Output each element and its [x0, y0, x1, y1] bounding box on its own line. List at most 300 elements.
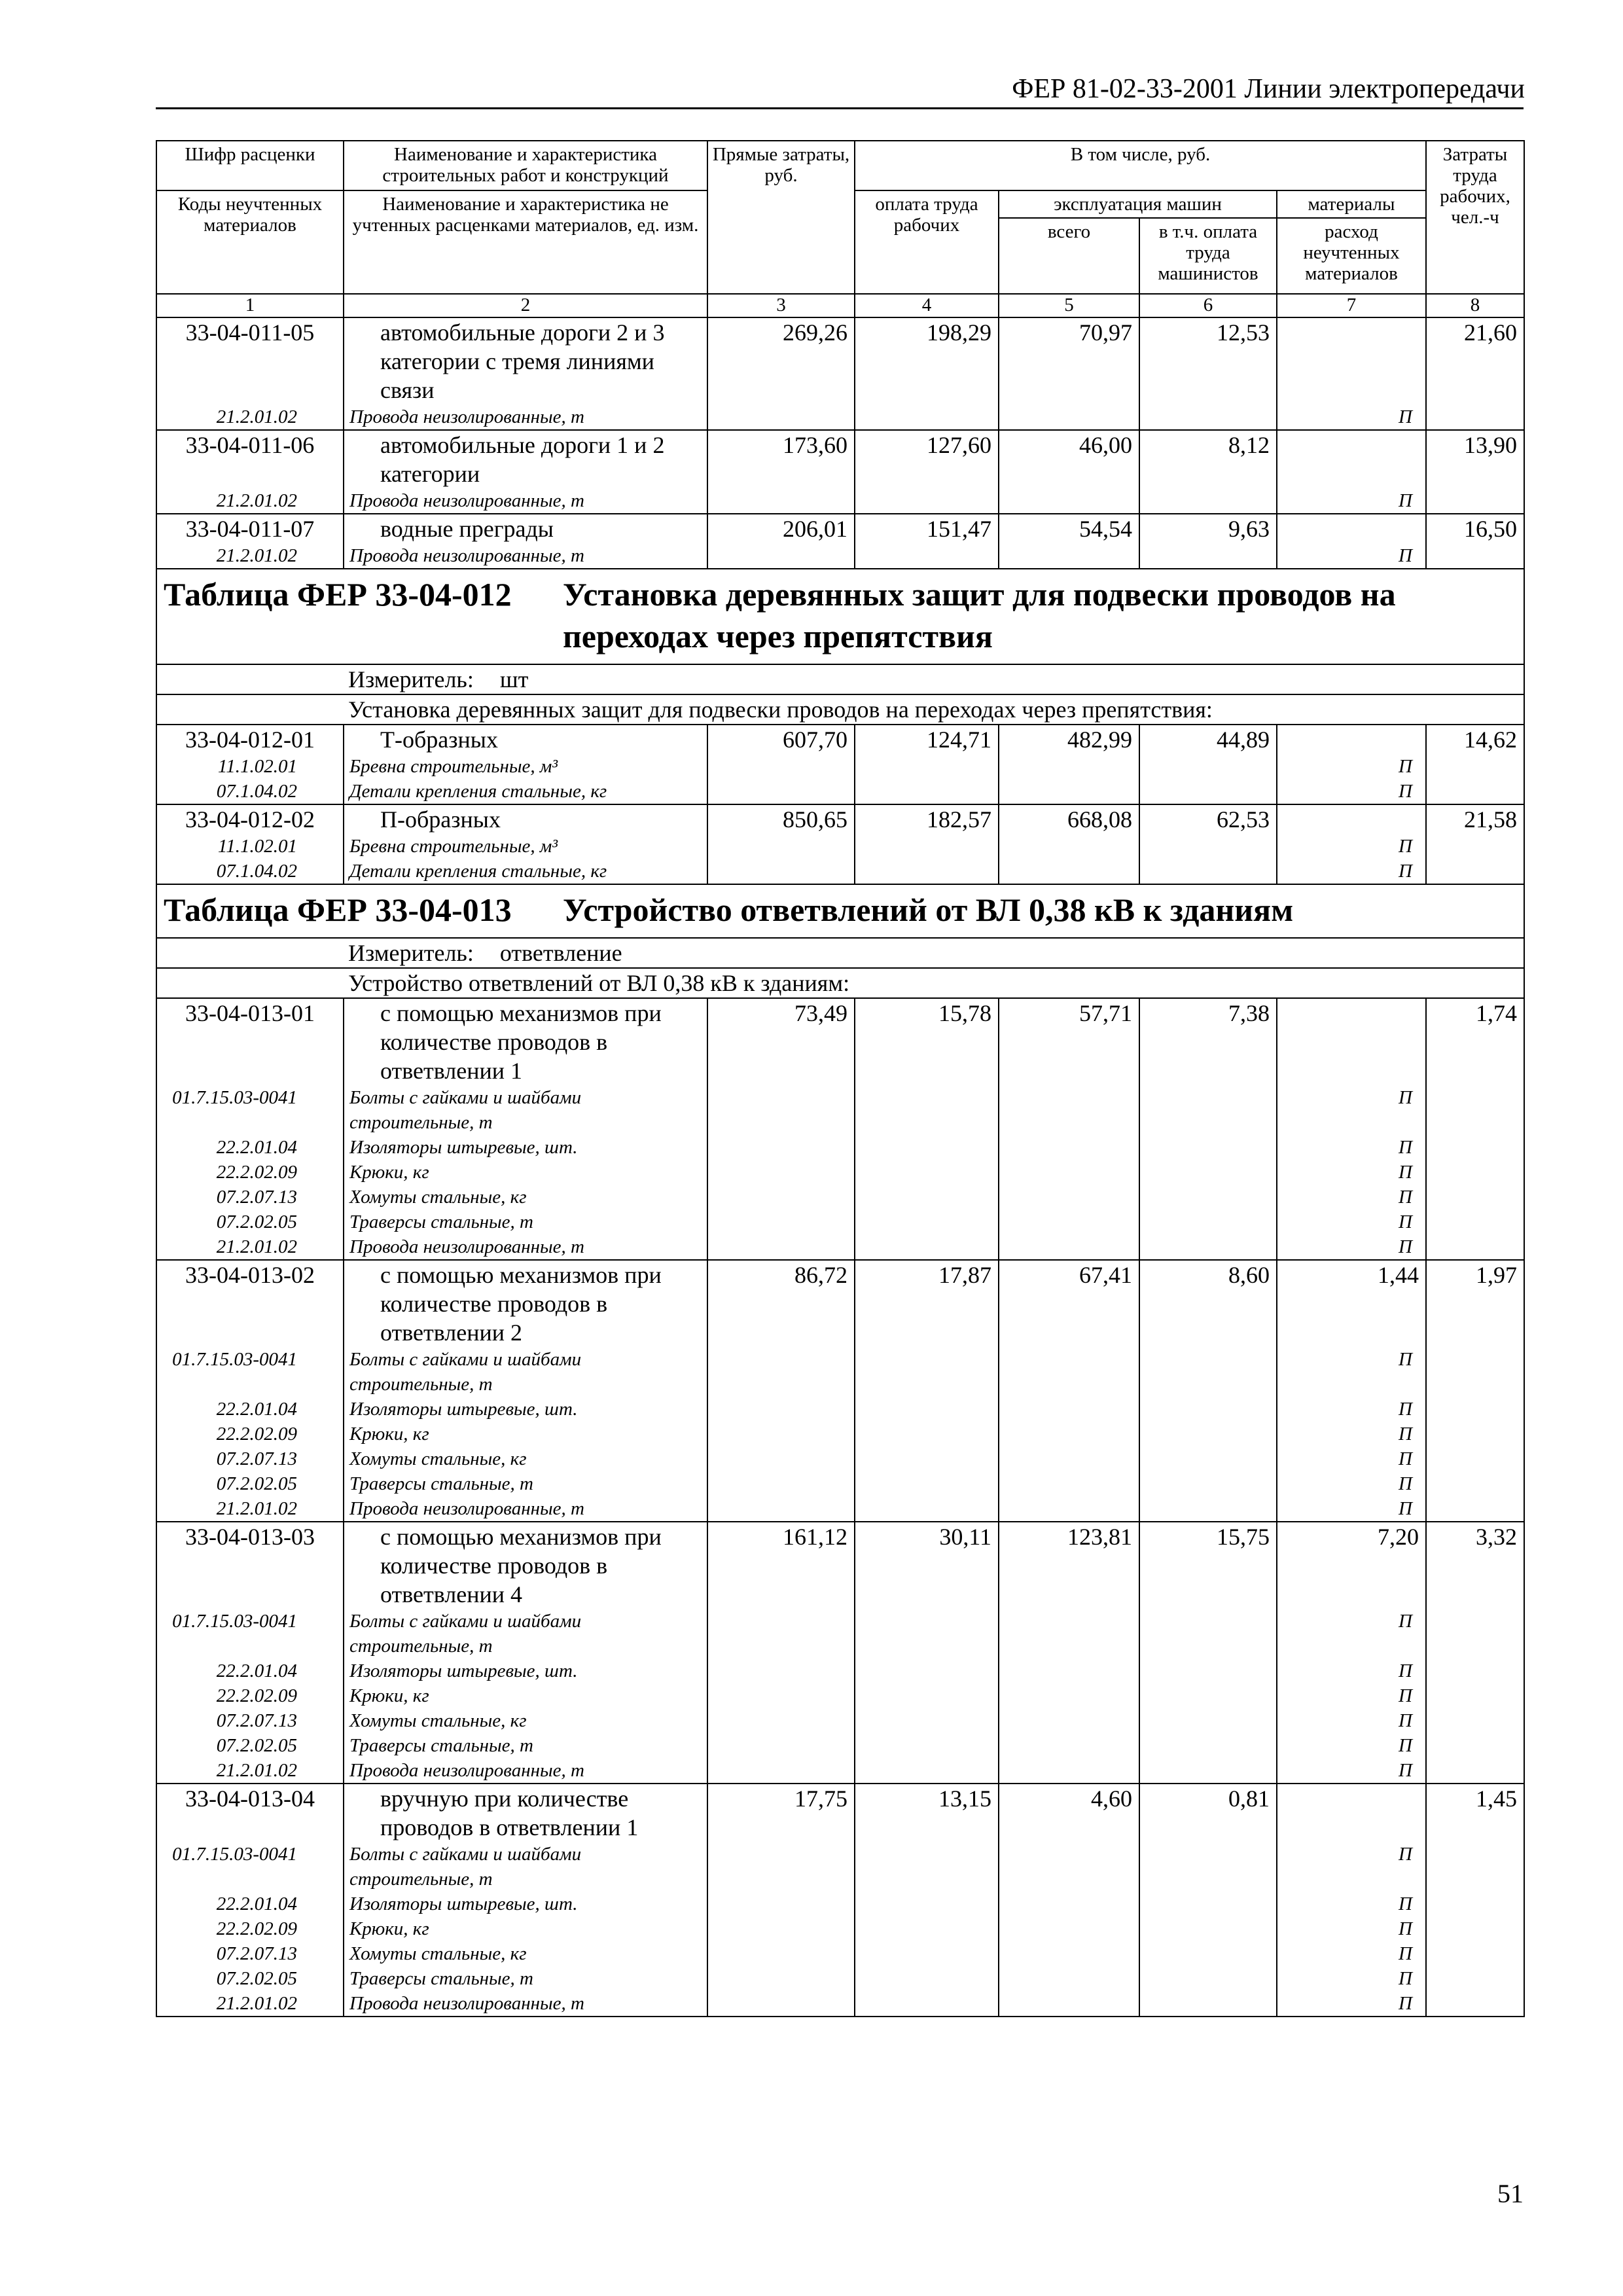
empty-cell — [999, 1347, 1139, 1372]
material-flag: П — [1277, 1446, 1426, 1471]
empty-cell — [1139, 1941, 1277, 1966]
material-code: 11.1.02.01 — [156, 834, 344, 859]
material-name: Траверсы стальные, т — [344, 1733, 707, 1758]
machines-cost: 57,71 — [999, 998, 1139, 1085]
material-name: Провода неизолированные, т — [344, 1758, 707, 1784]
empty-cell — [707, 1347, 855, 1372]
materials-cost — [1277, 725, 1426, 754]
empty-cell — [707, 488, 855, 514]
materials-cost — [1277, 1784, 1426, 1842]
material-row — [156, 1892, 1524, 1916]
direct-cost: 269,26 — [707, 317, 855, 404]
table-row — [156, 804, 1524, 834]
empty-cell — [1426, 1609, 1524, 1634]
section-title-cell — [156, 884, 1524, 938]
empty-cell — [999, 1916, 1139, 1941]
wages-cost: 198,29 — [855, 317, 999, 404]
material-name: Провода неизолированные, т — [344, 488, 707, 514]
wages-cost: 17,87 — [855, 1260, 999, 1347]
materials-cost — [1277, 430, 1426, 488]
material-name: Изоляторы штыревые, шт. — [344, 1892, 707, 1916]
material-name: Хомуты стальные, кг — [344, 1708, 707, 1733]
empty-cell — [855, 1892, 999, 1916]
column-number: 4 — [855, 294, 999, 317]
material-row — [156, 1733, 1524, 1758]
empty-cell — [999, 779, 1139, 804]
material-name: Болты с гайками и шайбами — [344, 1347, 707, 1372]
empty-cell — [855, 1347, 999, 1372]
empty-cell — [999, 859, 1139, 884]
empty-cell — [707, 1708, 855, 1733]
labor-cost: 16,50 — [1426, 514, 1524, 543]
material-flag — [1277, 1110, 1426, 1135]
empty-cell — [1139, 1966, 1277, 1991]
material-name: Детали крепления стальные, кг — [344, 779, 707, 804]
material-code: 07.2.02.05 — [156, 1471, 344, 1496]
section-label: Таблица ФЕР 33-04-013 — [164, 891, 512, 928]
material-flag: П — [1277, 404, 1426, 430]
material-row — [156, 1397, 1524, 1422]
head-machines-wages: в т.ч. оплата труда машинистов — [1139, 218, 1277, 294]
material-flag: П — [1277, 1085, 1426, 1110]
material-row — [156, 1842, 1524, 1867]
rate-code: 33-04-013-02 — [156, 1260, 344, 1347]
machinists-wages: 12,53 — [1139, 317, 1277, 404]
material-name: Хомуты стальные, кг — [344, 1446, 707, 1471]
section-title-row — [156, 884, 1524, 938]
machines-cost: 482,99 — [999, 725, 1139, 754]
material-code: 22.2.01.04 — [156, 1397, 344, 1422]
material-code: 07.2.02.05 — [156, 1966, 344, 1991]
empty-cell — [1426, 1966, 1524, 1991]
empty-cell — [1426, 1110, 1524, 1135]
material-row — [156, 1941, 1524, 1966]
wages-cost: 124,71 — [855, 725, 999, 754]
empty-cell — [855, 1941, 999, 1966]
empty-cell — [707, 404, 855, 430]
materials-cost: 1,44 — [1277, 1260, 1426, 1347]
direct-cost: 161,12 — [707, 1522, 855, 1609]
material-row — [156, 779, 1524, 804]
empty-cell — [1139, 1634, 1277, 1659]
machinists-wages: 8,12 — [1139, 430, 1277, 488]
meter-row — [156, 938, 1524, 968]
head-machines: эксплуатация машин — [999, 190, 1277, 218]
material-row — [156, 1185, 1524, 1210]
column-number: 7 — [1277, 294, 1426, 317]
rate-code: 33-04-012-01 — [156, 725, 344, 754]
empty-cell — [707, 1659, 855, 1683]
material-row — [156, 1160, 1524, 1185]
table-header — [156, 141, 1524, 317]
empty-cell — [707, 1916, 855, 1941]
section-title: Установка деревянных защит для подвески проводов на переходах через препятствия — [563, 576, 1396, 655]
table-row — [156, 1784, 1524, 1842]
empty-cell — [707, 1892, 855, 1916]
material-name: Провода неизолированные, т — [344, 1234, 707, 1260]
empty-cell — [999, 1160, 1139, 1185]
empty-cell — [855, 1683, 999, 1708]
empty-cell — [1139, 1085, 1277, 1110]
machinists-wages: 7,38 — [1139, 998, 1277, 1085]
material-row — [156, 1609, 1524, 1634]
head-materials-sub: расход неучтенных материалов — [1277, 218, 1426, 294]
empty-cell — [1426, 1634, 1524, 1659]
material-row — [156, 1867, 1524, 1892]
machinists-wages: 8,60 — [1139, 1260, 1277, 1347]
material-flag: П — [1277, 1733, 1426, 1758]
material-code: 21.2.01.02 — [156, 404, 344, 430]
material-name: Крюки, кг — [344, 1683, 707, 1708]
material-flag: П — [1277, 1347, 1426, 1372]
material-code: 21.2.01.02 — [156, 1234, 344, 1260]
empty-cell — [1426, 834, 1524, 859]
work-name: П-образных — [344, 804, 707, 834]
empty-cell — [999, 1758, 1139, 1784]
column-number: 8 — [1426, 294, 1524, 317]
material-code — [156, 1867, 344, 1892]
material-flag: П — [1277, 1892, 1426, 1916]
material-code: 22.2.02.09 — [156, 1916, 344, 1941]
column-number: 3 — [707, 294, 855, 317]
empty-cell — [999, 1966, 1139, 1991]
machines-cost: 70,97 — [999, 317, 1139, 404]
material-flag: П — [1277, 1609, 1426, 1634]
empty-cell — [707, 1842, 855, 1867]
table-row — [156, 1522, 1524, 1609]
empty-cell — [999, 754, 1139, 779]
material-row — [156, 1234, 1524, 1260]
material-flag — [1277, 1634, 1426, 1659]
section-subtitle-row — [156, 968, 1524, 998]
material-row — [156, 404, 1524, 430]
empty-cell — [999, 1372, 1139, 1397]
material-name: строительные, т — [344, 1634, 707, 1659]
material-code: 21.2.01.02 — [156, 543, 344, 569]
empty-cell — [855, 1842, 999, 1867]
empty-cell — [855, 543, 999, 569]
machinists-wages: 9,63 — [1139, 514, 1277, 543]
empty-cell — [855, 1496, 999, 1522]
empty-cell — [855, 1135, 999, 1160]
empty-cell — [855, 859, 999, 884]
material-flag: П — [1277, 1758, 1426, 1784]
empty-cell — [999, 543, 1139, 569]
material-flag: П — [1277, 1916, 1426, 1941]
column-number: 6 — [1139, 294, 1277, 317]
meter-label: Измеритель: — [348, 666, 474, 692]
empty-cell — [1426, 1842, 1524, 1867]
wages-cost: 30,11 — [855, 1522, 999, 1609]
empty-cell — [1426, 1892, 1524, 1916]
empty-cell — [1426, 1991, 1524, 2017]
machinists-wages: 15,75 — [1139, 1522, 1277, 1609]
head-wages: оплата труда рабочих — [855, 190, 999, 294]
material-row — [156, 1659, 1524, 1683]
empty-cell — [707, 1185, 855, 1210]
empty-cell — [1426, 1210, 1524, 1234]
empty-cell — [1139, 779, 1277, 804]
page-number: 51 — [1497, 2179, 1524, 2208]
head-code-top: Шифр расценки — [156, 141, 344, 190]
empty-cell — [1139, 1609, 1277, 1634]
material-name: строительные, т — [344, 1867, 707, 1892]
empty-cell — [855, 1372, 999, 1397]
empty-cell — [999, 1446, 1139, 1471]
empty-cell — [707, 1085, 855, 1110]
empty-cell — [999, 404, 1139, 430]
labor-cost: 1,97 — [1426, 1260, 1524, 1347]
labor-cost: 13,90 — [1426, 430, 1524, 488]
empty-cell — [707, 1683, 855, 1708]
empty-cell — [855, 1422, 999, 1446]
empty-cell — [855, 488, 999, 514]
material-code: 07.2.02.05 — [156, 1210, 344, 1234]
material-flag: П — [1277, 834, 1426, 859]
empty-cell — [999, 1085, 1139, 1110]
empty-cell — [1139, 1758, 1277, 1784]
document-header-title: ФЕР 81-02-33-2001 Линии электропередачи — [1012, 74, 1525, 104]
empty-cell — [855, 779, 999, 804]
table-row — [156, 725, 1524, 754]
empty-cell — [1139, 1372, 1277, 1397]
empty-cell — [855, 1966, 999, 1991]
material-flag: П — [1277, 1210, 1426, 1234]
labor-cost: 1,45 — [1426, 1784, 1524, 1842]
machinists-wages: 0,81 — [1139, 1784, 1277, 1842]
table-row — [156, 317, 1524, 404]
work-name: водные преграды — [344, 514, 707, 543]
empty-cell — [855, 1160, 999, 1185]
material-code: 11.1.02.01 — [156, 754, 344, 779]
material-flag: П — [1277, 1708, 1426, 1733]
material-flag: П — [1277, 1160, 1426, 1185]
empty-cell — [707, 1991, 855, 2017]
empty-cell — [999, 1941, 1139, 1966]
section-subtitle: Устройство ответвлений от ВЛ 0,38 кВ к зданиям: — [156, 968, 1524, 998]
material-name: строительные, т — [344, 1110, 707, 1135]
material-flag: П — [1277, 1422, 1426, 1446]
direct-cost: 607,70 — [707, 725, 855, 754]
material-code: 21.2.01.02 — [156, 1496, 344, 1522]
empty-cell — [1139, 1446, 1277, 1471]
meter-row — [156, 664, 1524, 694]
empty-cell — [1139, 1659, 1277, 1683]
material-code: 01.7.15.03-0041 — [156, 1842, 344, 1867]
empty-cell — [1426, 1085, 1524, 1110]
material-row — [156, 859, 1524, 884]
material-code — [156, 1634, 344, 1659]
empty-cell — [1426, 1471, 1524, 1496]
direct-cost: 17,75 — [707, 1784, 855, 1842]
head-machines-total: всего — [999, 218, 1139, 294]
empty-cell — [999, 1634, 1139, 1659]
work-name: Т-образных — [344, 725, 707, 754]
empty-cell — [707, 779, 855, 804]
material-code: 07.2.07.13 — [156, 1185, 344, 1210]
head-direct: Прямые затраты, руб. — [707, 141, 855, 294]
material-code: 21.2.01.02 — [156, 1991, 344, 2017]
empty-cell — [999, 1867, 1139, 1892]
empty-cell — [1139, 1110, 1277, 1135]
wages-cost: 127,60 — [855, 430, 999, 488]
direct-cost: 173,60 — [707, 430, 855, 488]
rate-code: 33-04-012-02 — [156, 804, 344, 834]
material-flag: П — [1277, 543, 1426, 569]
empty-cell — [1426, 754, 1524, 779]
empty-cell — [999, 1991, 1139, 2017]
column-number: 1 — [156, 294, 344, 317]
material-name: Траверсы стальные, т — [344, 1966, 707, 1991]
empty-cell — [707, 1634, 855, 1659]
column-number: 5 — [999, 294, 1139, 317]
material-code: 07.1.04.02 — [156, 859, 344, 884]
material-flag: П — [1277, 1135, 1426, 1160]
empty-cell — [1426, 859, 1524, 884]
material-flag: П — [1277, 1185, 1426, 1210]
empty-cell — [855, 1446, 999, 1471]
empty-cell — [999, 1496, 1139, 1522]
material-code: 07.1.04.02 — [156, 779, 344, 804]
empty-cell — [999, 1422, 1139, 1446]
work-name: вручную при количестве проводов в ответвлении 1 — [344, 1784, 707, 1842]
material-flag: П — [1277, 1966, 1426, 1991]
material-name: Бревна строительные, м³ — [344, 754, 707, 779]
empty-cell — [1139, 1471, 1277, 1496]
empty-cell — [707, 834, 855, 859]
rate-code: 33-04-013-03 — [156, 1522, 344, 1609]
work-name: с помощью механизмов при количестве проводов в ответвлении 4 — [344, 1522, 707, 1609]
material-flag: П — [1277, 1941, 1426, 1966]
empty-cell — [999, 834, 1139, 859]
empty-cell — [1139, 1683, 1277, 1708]
rate-code: 33-04-013-04 — [156, 1784, 344, 1842]
empty-cell — [1426, 1758, 1524, 1784]
empty-cell — [707, 1422, 855, 1446]
material-row — [156, 1496, 1524, 1522]
empty-cell — [855, 1085, 999, 1110]
empty-cell — [1139, 488, 1277, 514]
material-flag: П — [1277, 754, 1426, 779]
material-code: 22.2.01.04 — [156, 1892, 344, 1916]
empty-cell — [855, 1867, 999, 1892]
empty-cell — [707, 1966, 855, 1991]
table-row — [156, 998, 1524, 1085]
empty-cell — [707, 859, 855, 884]
material-row — [156, 1991, 1524, 2017]
empty-cell — [1426, 1135, 1524, 1160]
work-name: с помощью механизмов при количестве проводов в ответвлении 2 — [344, 1260, 707, 1347]
empty-cell — [1139, 834, 1277, 859]
empty-cell — [1139, 543, 1277, 569]
empty-cell — [1139, 1916, 1277, 1941]
empty-cell — [999, 1110, 1139, 1135]
empty-cell — [1426, 1372, 1524, 1397]
empty-cell — [1139, 1422, 1277, 1446]
material-name: Хомуты стальные, кг — [344, 1941, 707, 1966]
empty-cell — [707, 1471, 855, 1496]
material-row — [156, 1758, 1524, 1784]
material-name: Изоляторы штыревые, шт. — [344, 1397, 707, 1422]
material-flag: П — [1277, 779, 1426, 804]
material-code: 22.2.02.09 — [156, 1422, 344, 1446]
empty-cell — [999, 1471, 1139, 1496]
material-name: Болты с гайками и шайбами — [344, 1609, 707, 1634]
direct-cost: 86,72 — [707, 1260, 855, 1347]
empty-cell — [999, 1185, 1139, 1210]
head-code-bottom: Коды неучтенных материалов — [156, 190, 344, 294]
empty-cell — [855, 754, 999, 779]
empty-cell — [855, 1708, 999, 1733]
material-flag — [1277, 1372, 1426, 1397]
material-row — [156, 1347, 1524, 1372]
machines-cost: 4,60 — [999, 1784, 1139, 1842]
material-name: Крюки, кг — [344, 1916, 707, 1941]
empty-cell — [855, 1991, 999, 2017]
empty-cell — [1139, 1234, 1277, 1260]
section-title: Устройство ответвлений от ВЛ 0,38 кВ к зданиям — [563, 891, 1294, 928]
wages-cost: 15,78 — [855, 998, 999, 1085]
empty-cell — [1139, 1135, 1277, 1160]
empty-cell — [707, 1160, 855, 1185]
rate-code: 33-04-011-06 — [156, 430, 344, 488]
materials-cost — [1277, 998, 1426, 1085]
empty-cell — [707, 1234, 855, 1260]
empty-cell — [1426, 1347, 1524, 1372]
empty-cell — [999, 1397, 1139, 1422]
empty-cell — [707, 754, 855, 779]
empty-cell — [855, 834, 999, 859]
empty-cell — [1139, 1991, 1277, 2017]
material-code: 07.2.07.13 — [156, 1446, 344, 1471]
materials-cost: 7,20 — [1277, 1522, 1426, 1609]
materials-cost — [1277, 514, 1426, 543]
machinists-wages: 44,89 — [1139, 725, 1277, 754]
empty-cell — [1139, 1185, 1277, 1210]
empty-cell — [1426, 1446, 1524, 1471]
empty-cell — [1426, 1867, 1524, 1892]
empty-cell — [707, 1397, 855, 1422]
empty-cell — [1426, 1916, 1524, 1941]
material-row — [156, 754, 1524, 779]
empty-cell — [707, 1210, 855, 1234]
material-row — [156, 834, 1524, 859]
head-name-bottom: Наименование и характеристика не учтенных расценками материалов, ед. изм. — [344, 190, 707, 294]
wages-cost: 151,47 — [855, 514, 999, 543]
material-row — [156, 1422, 1524, 1446]
empty-cell — [855, 1733, 999, 1758]
empty-cell — [855, 1471, 999, 1496]
empty-cell — [855, 1185, 999, 1210]
material-name: Траверсы стальные, т — [344, 1471, 707, 1496]
material-code: 07.2.07.13 — [156, 1941, 344, 1966]
material-flag: П — [1277, 1234, 1426, 1260]
empty-cell — [1426, 1733, 1524, 1758]
material-row — [156, 1446, 1524, 1471]
material-flag: П — [1277, 1397, 1426, 1422]
column-number: 2 — [344, 294, 707, 317]
section-subtitle-row — [156, 694, 1524, 725]
material-code: 21.2.01.02 — [156, 1758, 344, 1784]
meter-cell — [156, 664, 1524, 694]
empty-cell — [999, 1708, 1139, 1733]
material-code: 01.7.15.03-0041 — [156, 1347, 344, 1372]
material-code: 07.2.02.05 — [156, 1733, 344, 1758]
material-flag: П — [1277, 488, 1426, 514]
material-name: Провода неизолированные, т — [344, 543, 707, 569]
rate-code: 33-04-011-07 — [156, 514, 344, 543]
material-name: Крюки, кг — [344, 1422, 707, 1446]
